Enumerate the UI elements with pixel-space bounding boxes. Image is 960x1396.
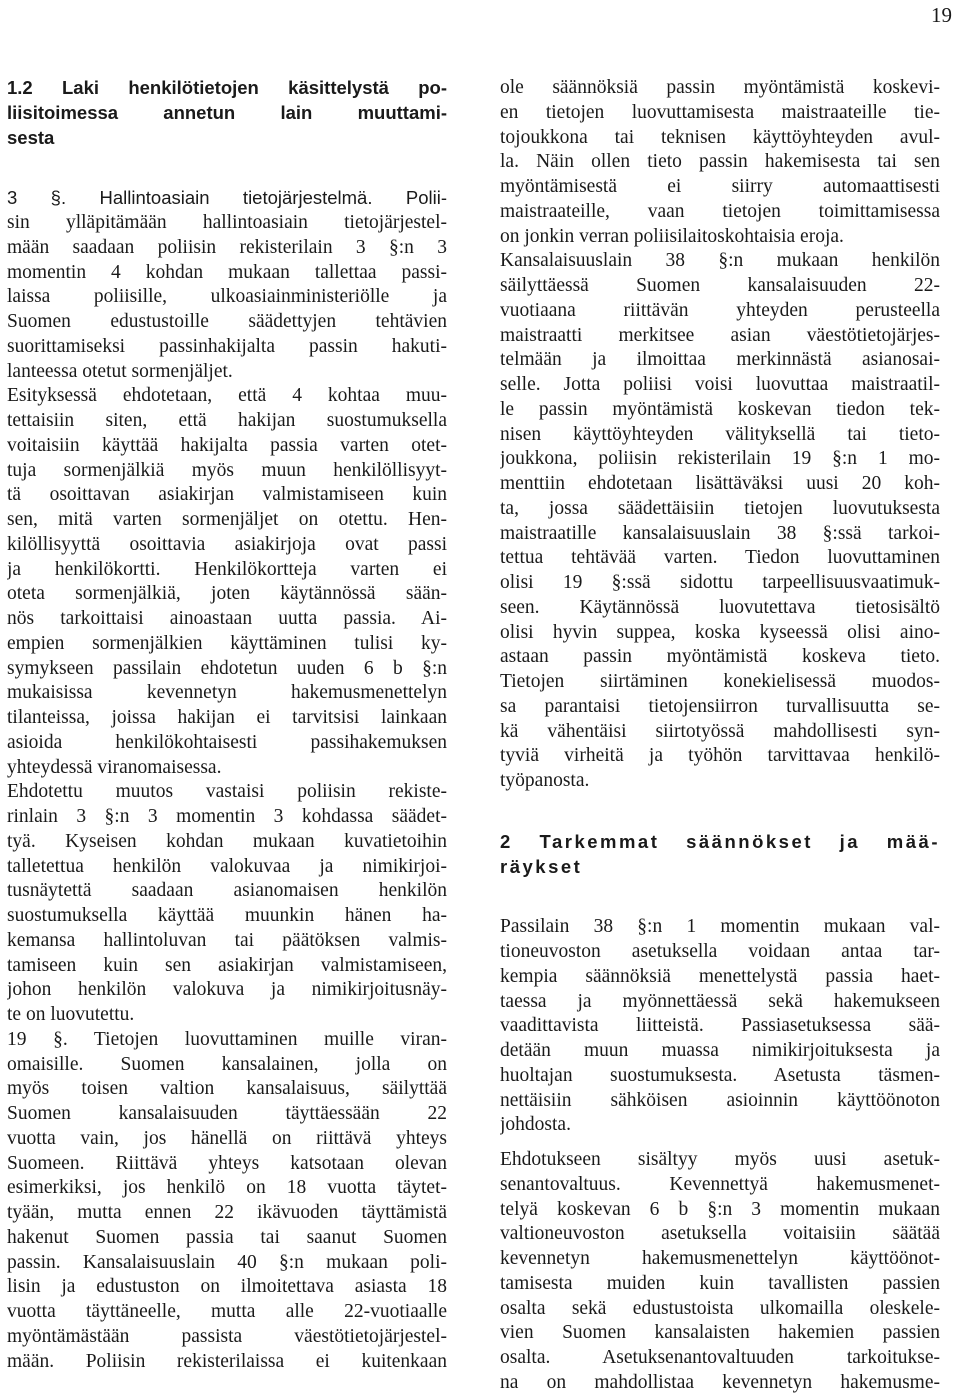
left-column: [7, 76, 447, 1374]
text-line: voitaisiin käyttää hakijalta passia varten otet-: [7, 434, 447, 456]
text-line: le passin myöntämistä koskevan tiedon tek-: [500, 398, 940, 420]
text-line: passin. Kansalaisuuslain 40 §:n mukaan poli-: [7, 1251, 447, 1273]
text-line: tilanteissa, joissa hakijan ei tarvitsisi lainkaan: [7, 707, 447, 728]
text-line: vaadittavista liitteistä. Passiasetuksessa sää-: [500, 1015, 940, 1037]
text-line: momentin 4 kohdan mukaan tallettaa passi-: [7, 261, 447, 283]
text-line: tusnäytettä saadaan asianomaisen henkilön: [7, 880, 447, 902]
text-line: vuotta täyttäneelle, mutta alle 22-vuotiaalle: [7, 1301, 447, 1322]
paragraph-gap: [7, 150, 447, 186]
text-line: kä vähentäisi siirtotyössä mahdollisesti syn-: [500, 720, 940, 742]
paragraph-gap: [500, 879, 940, 915]
text-line: tamisesta muiden kuin tavallisten passien: [500, 1272, 940, 1294]
text-line: myöntämisestä ei siirry automaattisesti: [500, 176, 940, 197]
text-line: sin ylläpitämään hallintoasiain tietojärjestel-: [7, 212, 447, 233]
text-line: nettäisiin sähköisen asioinnin käyttöönoton: [500, 1089, 940, 1111]
text-line: lanteessa otetut sormenjäljet.: [7, 360, 233, 382]
text-line: sen, mitä varten sormenjäljet on otettu. Hen-: [7, 509, 447, 530]
text-line: sa parantaisi tietojensiirron turvallisuutta se-: [500, 695, 940, 717]
text-line: Kansalaisuuslain 38 §:n mukaan henkilön: [500, 250, 940, 272]
text-line: tä osoittavan asiakirjan valmistamiseen kuin: [7, 484, 447, 506]
text-line: osalta sekä edustustoista ulkomailla oleskele-: [500, 1297, 940, 1319]
text-line: asioida henkilökohtaisesti passihakemuksen: [7, 731, 447, 753]
page-number: 19: [931, 3, 952, 27]
text-line: säilyttäessä Suomen kansalaisuuden 22-: [500, 275, 940, 296]
text-line: tyään, mutta ennen 22 ikävuoden täyttämistä: [7, 1202, 447, 1223]
text-line: kemansa hallintoluvan tai päätöksen valmis-: [7, 929, 447, 951]
text-line: taessa ja myönnettäessä sekä hakemukseen: [500, 990, 940, 1012]
text-line: senantovaltuus. Kevennettyä hakemusmenet-: [500, 1173, 940, 1195]
text-line: telyä koskevan 6 b §:n 3 momentin mukaan: [500, 1198, 940, 1220]
text-line: mukaisissa kevennetyn hakemusmenettelyn: [7, 682, 447, 704]
section-heading-line: 2 Tarkemmat säännökset ja mää-: [500, 830, 940, 852]
text-line: joukkona, poliisin rekisterilain 19 §:n 1 mo-: [500, 448, 940, 470]
text-line: nisen käyttöyhteyden välityksellä tai tieto-: [500, 423, 940, 445]
text-line: Passilain 38 §:n 1 momentin mukaan val-: [500, 916, 940, 938]
text-line: telmään ja ilmoittaa merkinnästä asianosai-: [500, 349, 940, 371]
text-line: Ehdotukseen sisältyy myös uusi asetuk-: [500, 1149, 940, 1170]
text-line: kempia säännöksiä menettelystä passia haet-: [500, 965, 940, 987]
text-line: johdosta.: [500, 1114, 571, 1136]
section-heading-line: liisitoimessa annetun lain muuttami-: [7, 101, 447, 123]
text-line: vuotiaana riittävän yhteyden perusteella: [500, 299, 940, 321]
text-line: hakenut Suomen passia tai saanut Suomen: [7, 1226, 447, 1248]
text-line: oteta sormenjälkiä, joten käytännössä sään-: [7, 583, 447, 605]
text-line: omaisille. Suomen kansalainen, jolla on: [7, 1053, 447, 1075]
text-line: Suomen kansalaisuuden täyttäessään 22: [7, 1103, 447, 1124]
text-line: ole säännöksiä passin myöntämistä koskevi-: [500, 77, 940, 98]
section-heading-line: 1.2 Laki henkilötietojen käsittelystä po-: [7, 77, 447, 98]
text-line: maistraatille kansalaisuuslain 38 §:ssä tarkoi-: [500, 522, 940, 544]
text-line: te on luovutettu.: [7, 1004, 135, 1025]
text-line: Suomeen. Riittävä yhteys katsotaan olevan: [7, 1152, 447, 1174]
text-line: ta, jossa säädettäisiin tietojen luovutuksesta: [500, 497, 940, 519]
text-line: laissa poliisille, ulkoasiainministeriölle ja: [7, 286, 447, 308]
text-line: tyä. Kyseisen kohdan mukaan kuvatietoihin: [7, 830, 447, 852]
text-line: empien sormenjälkien käyttäminen tulisi ky-: [7, 632, 447, 654]
text-line: johon henkilön valokuva ja nimikirjoitusnäy-: [7, 979, 447, 1001]
text-line: nös tarkoittaisi ainoastaan uutta passia. Ai-: [7, 608, 447, 629]
text-line: seen. Käytännössä luovutettava tietosisältö: [500, 596, 940, 618]
text-line: huoltajan suostumuksesta. Asetusta täsmen-: [500, 1064, 940, 1086]
text-line: esimerkiksi, jos henkilö on 18 vuotta täytet-: [7, 1177, 447, 1199]
text-line: työpanosta.: [500, 770, 590, 791]
text-line: kevennetyn hakemusmenettelyn käyttöönot-: [500, 1248, 940, 1269]
text-line: tyviä virheitä ja työhön tarvittavaa henkilö-: [500, 745, 940, 767]
text-line: vien Suomen kansalaisten hakemien passien: [500, 1322, 940, 1344]
text-line: olisi 19 §:ssä sidottu tarpeellisuusvaatimuk-: [500, 572, 940, 593]
text-line: menttiin ehdotetaan lisättäväksi uusi 20 koh-: [500, 473, 940, 494]
paragraph-gap: [500, 1138, 940, 1148]
text-line: on jonkin verran poliisilaitoskohtaisia eroja.: [500, 225, 844, 247]
text-line: astaan passin myöntämistä koskeva tieto.: [500, 646, 940, 668]
text-line: selle. Jotta poliisi voisi luovuttaa maistraatil-: [500, 374, 940, 395]
text-line: la. Näin ollen tieto passin hakemisesta tai sen: [500, 151, 940, 173]
text-line: en tietojen luovuttamisesta maistraateille tie-: [500, 101, 940, 123]
text-line: osalta. Asetuksenantovaltuuden tarkoitukse-: [500, 1347, 940, 1368]
text-line: myöntämästään passista väestötietojärjestel-: [7, 1325, 447, 1347]
text-line: tettua tehtävää varten. Tiedon luovuttaminen: [500, 547, 940, 569]
text-line: mään. Poliisin rekisterilaissa ei kuitenkaan: [7, 1350, 447, 1372]
paragraph-gap: [500, 794, 940, 830]
text-line: lisin ja edustuston on ilmoitettava asiasta 18: [7, 1276, 447, 1298]
text-line: 3 §. Hallintoasiain tietojärjestelmä. Polii-: [7, 187, 447, 209]
text-line: suostumuksella käyttää muunkin hänen ha-: [7, 905, 447, 926]
section-heading-line: sesta: [7, 126, 55, 148]
text-line: detään muun muassa nimikirjoituksesta ja: [500, 1040, 940, 1061]
text-line: myös toisen valtion kansalaisuus, säilyttää: [7, 1078, 447, 1100]
text-line: talletettua henkilön valokuvaa ja nimikirjoi-: [7, 855, 447, 877]
text-line: tojoukkona tai teknisen käyttöyhteyden avul-: [500, 126, 940, 148]
text-line: maistraatti merkitsee asian väestötietojärjes-: [500, 324, 940, 346]
text-line: maistraateille, vaan tietojen toimittamisessa: [500, 200, 940, 222]
section-heading-line: räykset: [500, 855, 583, 877]
text-line: tamiseen kuin sen asiakirjan valmistamiseen,: [7, 954, 447, 976]
text-line: Suomen edustustoille säädettyjen tehtävien: [7, 311, 447, 332]
text-line: na on mahdollistaa kevennetyn hakemusme-: [500, 1371, 940, 1393]
text-line: tuja sormenjälkiä myös muun henkilöllisyyt-: [7, 459, 447, 481]
text-line: olisi hyvin suppea, koska kyseessä olisi aino-: [500, 621, 940, 643]
text-line: yhteydessä viranomaisessa.: [7, 756, 222, 778]
text-line: valtioneuvoston asetuksella voitaisiin säätää: [500, 1223, 940, 1245]
text-line: mään saadaan poliisin rekisterilain 3 §:n 3: [7, 236, 447, 258]
right-column: [500, 76, 940, 1396]
text-line: suorittamiseksi passinhakijalta passin hakuti-: [7, 335, 447, 357]
text-line: Ehdotettu muutos vastaisi poliisin rekiste-: [7, 781, 447, 803]
text-line: 19 §. Tietojen luovuttaminen muille viran-: [7, 1028, 447, 1050]
text-line: vuotta vain, jos hänellä on riittävä yhteys: [7, 1127, 447, 1149]
text-line: tettaisiin siten, että hakijan suostumuksella: [7, 410, 447, 431]
text-line: Tietojen siirtäminen konekielisessä muodos-: [500, 671, 940, 692]
text-line: ja henkilökortti. Henkilökortteja varten ei: [7, 558, 447, 580]
text-line: kilöllisyyttä osoittavia asiakirjoja ovat passi: [7, 533, 447, 555]
text-line: Esityksessä ehdotetaan, että 4 kohtaa muu-: [7, 385, 447, 407]
text-line: rinlain 3 §:n 3 momentin 3 kohdassa säädet-: [7, 806, 447, 827]
text-line: symykseen passilain ehdotetun uuden 6 b §:n: [7, 657, 447, 679]
text-line: tioneuvoston asetuksella voidaan antaa tar-: [500, 941, 940, 962]
